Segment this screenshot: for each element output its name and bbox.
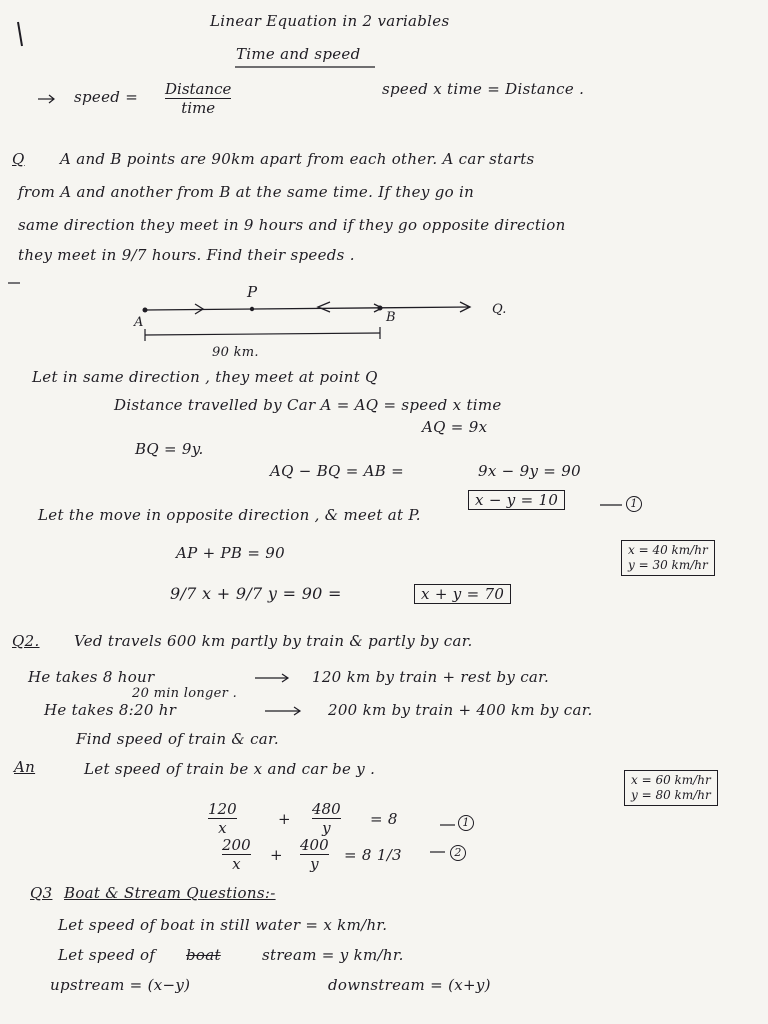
q2-line-3: 120 km by train + rest by car. xyxy=(312,668,550,686)
eq-marker-q2-1-circle: 1 xyxy=(458,815,474,831)
q2-eq1-a-num: 120 xyxy=(208,800,237,818)
q2-answer-x: x = 60 km/hr xyxy=(631,773,711,787)
q2-eq2-rhs: = 8 1/3 xyxy=(344,846,402,864)
speed-label: speed = xyxy=(74,88,139,106)
q2-answer-marker: An xyxy=(14,758,36,776)
q1-work-1: Let in same direction , they meet at point Q xyxy=(32,368,378,386)
q1-work-8: Let the move in opposite direction , & meet at P. xyxy=(38,506,421,524)
page-title: Linear Equation in 2 variables xyxy=(210,12,450,30)
q1-work-4: BQ = 9y. xyxy=(135,440,204,458)
q2-line-7: Find speed of train & car. xyxy=(76,730,279,748)
q1-answer-y: y = 30 km/hr xyxy=(628,558,708,572)
q1-work-10: 9/7 x + 9/7 y = 90 = xyxy=(170,584,342,603)
q2-line-6: 200 km by train + 400 km by car. xyxy=(328,701,593,719)
q2-eq2-b-num: 400 xyxy=(300,836,329,854)
q1-line-4: they meet in 9/7 hours. Find their speeds . xyxy=(18,246,355,264)
q2-eq1-term-b xyxy=(312,800,341,837)
eq-marker-q2-2-circle: 2 xyxy=(450,845,466,861)
q1-line-3: same direction they meet in 9 hours and if they go opposite direction xyxy=(18,216,566,234)
q3-line-5: downstream = (x+y) xyxy=(328,976,491,994)
q2-line-5: He takes 8:20 hr xyxy=(44,701,177,719)
q1-work-3: AQ = 9x xyxy=(422,418,488,436)
diagram-label-b: B xyxy=(386,310,396,325)
page-subtitle: Time and speed xyxy=(236,45,361,63)
speed-numerator: Distance xyxy=(165,80,232,98)
q2-marker: Q2. xyxy=(12,632,40,650)
q3-heading: Boat & Stream Questions:- xyxy=(64,884,276,902)
diagram-distance: 90 km. xyxy=(212,345,259,360)
q3-line-2: Let speed of xyxy=(58,946,156,964)
diagram-label-q: Q. xyxy=(492,302,507,317)
q3-line-1: Let speed of boat in still water = x km/hr. xyxy=(58,916,388,934)
q1-line-1: A and B points are 90km apart from each other. A car starts xyxy=(60,150,535,168)
q2-eq1-plus: + xyxy=(278,810,291,828)
q2-line-2: He takes 8 hour xyxy=(28,668,155,686)
q2-eq2-term-a xyxy=(222,836,251,873)
q2-eq1-b-num: 480 xyxy=(312,800,341,818)
q1-work-5: AQ − BQ = AB = xyxy=(270,462,405,480)
speed-fraction xyxy=(165,80,231,117)
q1-marker: Q xyxy=(12,150,25,168)
q1-line-2: from A and another from B at the same time. If they go in xyxy=(18,183,475,201)
q2-answer-y: y = 80 km/hr xyxy=(631,788,711,802)
q2-answer-box xyxy=(624,770,718,806)
q2-eq2-a-den: x xyxy=(232,855,241,873)
q3-line-4: upstream = (x−y) xyxy=(50,976,191,994)
diagram-label-a: A xyxy=(134,315,144,330)
eq-marker-q2-1 xyxy=(458,812,474,831)
q3-struck-word: boat xyxy=(186,946,221,964)
q2-eq2-b-den: y xyxy=(310,855,319,873)
speed-product-formula: speed x time = Distance . xyxy=(382,80,585,98)
q1-answer-x: x = 40 km/hr xyxy=(628,543,708,557)
q3-marker: Q3 xyxy=(30,884,53,902)
diagram-label-p: P xyxy=(247,283,258,301)
q1-work-6: 9x − 9y = 90 xyxy=(478,462,581,480)
eq-marker-1 xyxy=(626,493,642,512)
q2-line-4: 20 min longer . xyxy=(132,686,238,701)
q2-eq2-plus: + xyxy=(270,846,283,864)
q1-answer-box xyxy=(621,540,715,576)
q1-work-9: AP + PB = 90 xyxy=(176,544,285,562)
q3-line-3: stream = y km/hr. xyxy=(262,946,404,964)
q2-eq2-term-b xyxy=(300,836,329,873)
speed-denominator: time xyxy=(181,99,216,117)
q2-eq1-rhs: = 8 xyxy=(370,810,398,828)
eq-marker-q2-2 xyxy=(450,842,466,861)
q2-eq2-a-num: 200 xyxy=(222,836,251,854)
q2-eq1-b-den: y xyxy=(322,819,331,837)
q1-boxed-eq2: x + y = 70 xyxy=(414,584,511,604)
q1-boxed-eq1: x − y = 10 xyxy=(468,490,565,510)
q1-work-2: Distance travelled by Car A = AQ = speed x time xyxy=(114,396,502,414)
q2-line-1: Ved travels 600 km partly by train & partly by car. xyxy=(74,632,473,650)
q2-eq1-a-den: x xyxy=(218,819,227,837)
q2-answer-line: Let speed of train be x and car be y . xyxy=(84,760,376,778)
q2-eq1-term-a xyxy=(208,800,237,837)
eq-marker-1-circle: 1 xyxy=(626,496,642,512)
